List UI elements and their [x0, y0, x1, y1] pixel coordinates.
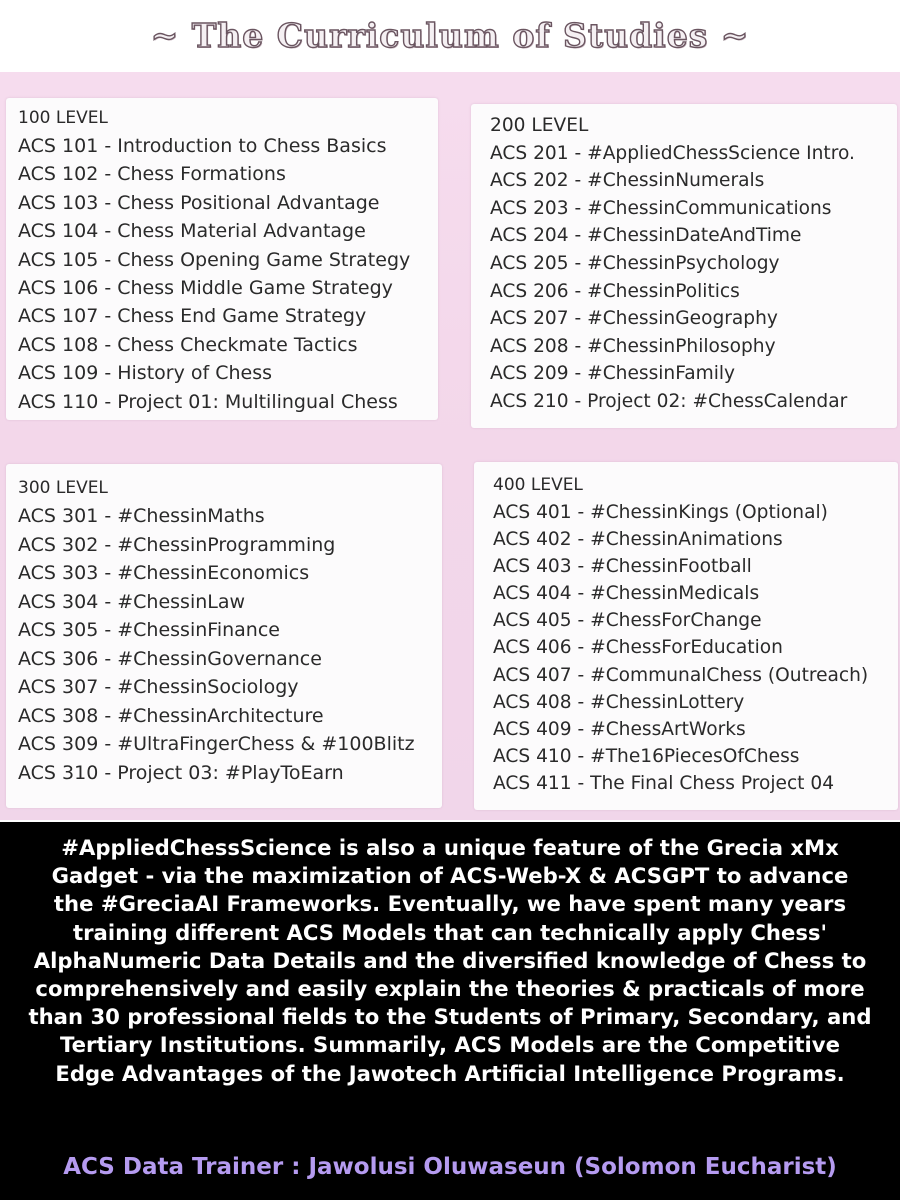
- description-line: the #GreciaAI Frameworks. Eventually, we have spent many years: [53, 891, 847, 917]
- course-row: ACS 207 - #ChessinGeography: [490, 308, 778, 330]
- description-line: Edge Advantages of the Jawotech Artificial Intelligence Programs.: [55, 1060, 845, 1086]
- course-row: ACS 310 - Project 03: #PlayToEarn: [18, 761, 344, 784]
- course-row: ACS 203 - #ChessinCommunications: [490, 197, 832, 219]
- description-panel: [0, 822, 900, 1200]
- description-line: Gadget - via the maximization of ACS-Web-X & ACSGPT to advance: [51, 863, 849, 889]
- course-row: ACS 106 - Chess Middle Game Strategy: [18, 277, 393, 300]
- course-row: ACS 401 - #ChessinKings (Optional): [493, 502, 828, 523]
- level-heading: 200 LEVEL: [490, 115, 589, 136]
- course-row: ACS 108 - Chess Checkmate Tactics: [18, 333, 358, 356]
- course-row: ACS 206 - #ChessinPolitics: [490, 280, 740, 302]
- course-row: ACS 202 - #ChessinNumerals: [490, 170, 765, 192]
- course-row: ACS 308 - #ChessinArchitecture: [18, 704, 324, 727]
- course-row: ACS 307 - #ChessinSociology: [18, 676, 299, 698]
- course-row: ACS 410 - #The16PiecesOfChess: [493, 745, 800, 767]
- description-line: training different ACS Models that can technically apply Chess': [72, 919, 828, 945]
- course-row: ACS 408 - #ChessinLottery: [493, 691, 745, 713]
- course-row: ACS 306 - #ChessinGovernance: [18, 647, 322, 670]
- level-card-300: [6, 464, 442, 808]
- page-title: ~ The Curriculum of Studies ~: [150, 15, 750, 55]
- course-row: ACS 407 - #CommunalChess (Outreach): [493, 664, 869, 686]
- description-line: #AppliedChessScience is also a unique feature of the Grecia xMx: [61, 835, 839, 860]
- course-row: ACS 405 - #ChessForChange: [493, 610, 762, 632]
- description-line: comprehensively and easily explain the theories & practicals of more: [35, 976, 865, 1002]
- course-row: ACS 309 - #UltraFingerChess & #100Blitz: [18, 733, 415, 755]
- course-row: ACS 304 - #ChessinLaw: [18, 590, 246, 613]
- course-row: ACS 406 - #ChessForEducation: [493, 637, 783, 659]
- course-row: ACS 305 - #ChessinFinance: [18, 619, 280, 641]
- course-row: ACS 403 - #ChessinFootball: [493, 556, 752, 578]
- course-row: ACS 210 - Project 02: #ChessCalendar: [490, 390, 848, 412]
- level-card-200: [471, 104, 897, 428]
- level-heading: 100 LEVEL: [18, 108, 108, 128]
- title-banner: [0, 0, 900, 70]
- course-row: ACS 101 - Introduction to Chess Basics: [18, 135, 387, 157]
- level-card-400: [474, 462, 898, 810]
- level-card-100: [6, 98, 438, 420]
- course-row: ACS 404 - #ChessinMedicals: [493, 583, 760, 605]
- course-row: ACS 409 - #ChessArtWorks: [493, 718, 746, 740]
- description-text: [0, 834, 900, 1088]
- course-row: ACS 204 - #ChessinDateAndTime: [490, 225, 802, 247]
- course-row: ACS 205 - #ChessinPsychology: [490, 252, 780, 274]
- level-heading: 400 LEVEL: [493, 475, 583, 495]
- course-row: ACS 302 - #ChessinProgramming: [18, 533, 336, 556]
- course-row: ACS 105 - Chess Opening Game Strategy: [18, 248, 411, 271]
- course-row: ACS 301 - #ChessinMaths: [18, 505, 265, 527]
- description-line: than 30 professional fields to the Students of Primary, Secondary, and: [28, 1004, 872, 1030]
- description-line: Tertiary Institutions. Summarily, ACS Models are the Competitive: [60, 1032, 840, 1058]
- level-heading: 300 LEVEL: [18, 478, 108, 498]
- course-row: ACS 402 - #ChessinAnimations: [493, 529, 783, 551]
- course-row: ACS 104 - Chess Material Advantage: [18, 220, 366, 243]
- course-row: ACS 411 - The Final Chess Project 04: [493, 772, 835, 794]
- course-row: ACS 208 - #ChessinPhilosophy: [490, 335, 776, 357]
- course-row: ACS 201 - #AppliedChessScience Intro.: [490, 142, 855, 164]
- course-row: ACS 107 - Chess End Game Strategy: [18, 305, 367, 328]
- description-line: AlphaNumeric Data Details and the diversified knowledge of Chess to: [33, 947, 867, 973]
- course-row: ACS 102 - Chess Formations: [18, 163, 286, 186]
- course-row: ACS 103 - Chess Positional Advantage: [18, 191, 380, 214]
- course-row: ACS 109 - History of Chess: [18, 362, 273, 385]
- course-row: ACS 110 - Project 01: Multilingual Chess: [18, 390, 398, 413]
- trainer-credit: ACS Data Trainer : Jawolusi Oluwaseun (Solomon Eucharist): [63, 1154, 837, 1180]
- course-row: ACS 303 - #ChessinEconomics: [18, 562, 310, 584]
- course-row: ACS 209 - #ChessinFamily: [490, 363, 736, 385]
